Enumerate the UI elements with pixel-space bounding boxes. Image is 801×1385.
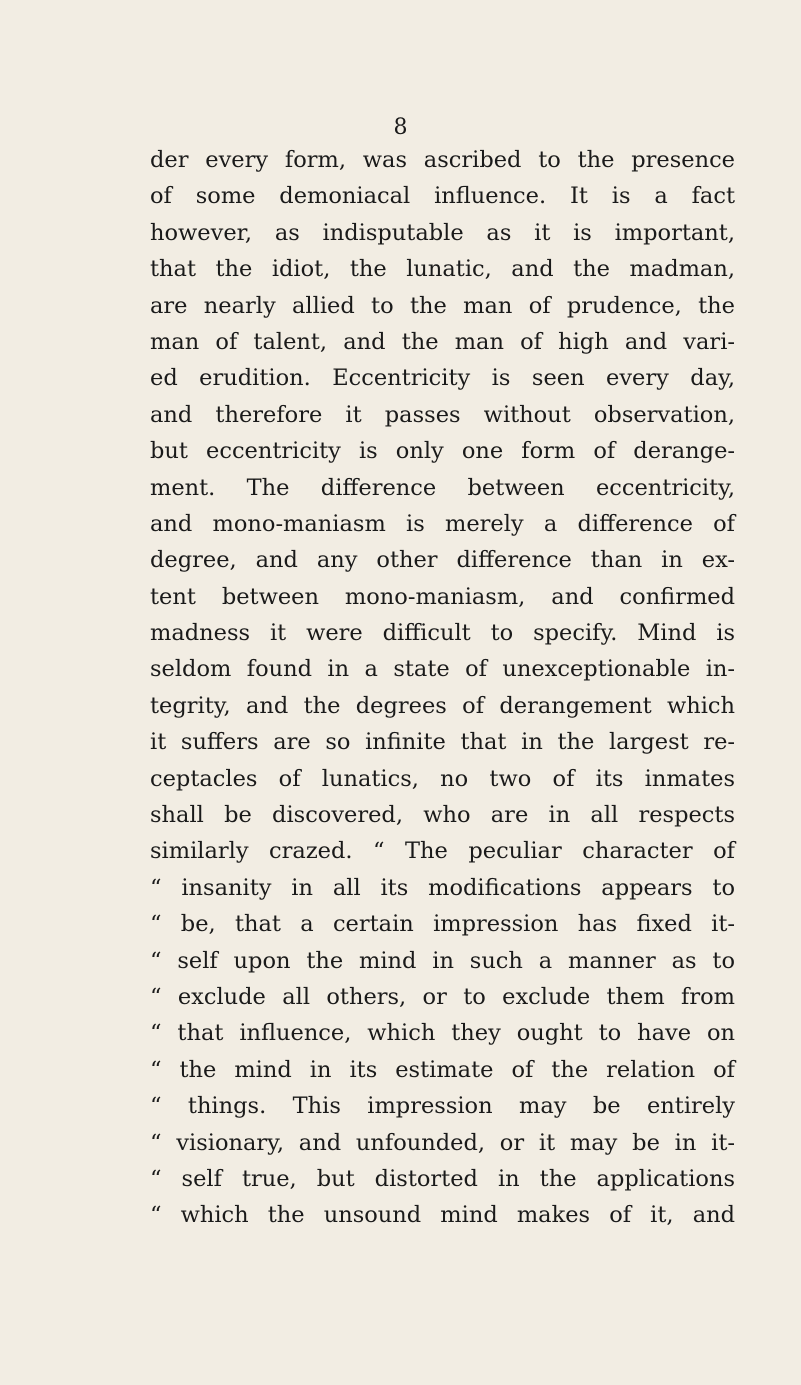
text-line: but eccentricity is only one form of derange- [150,438,735,465]
text-line: “ self true, but distorted in the applications [150,1165,735,1192]
page-number: 8 [393,115,408,140]
text-line: of some demoniacal influence. It is a fact [150,183,735,210]
text-line: man of talent, and the man of high and vari- [150,328,735,355]
text-line: it suffers are so infinite that in the largest re- [150,729,735,756]
text-line: that the idiot, the lunatic, and the madman, [150,256,735,283]
text-line: ment. The difference between eccentricity, [150,474,735,501]
text-line: and mono-maniasm is merely a difference of [150,510,735,537]
text-line: degree, and any other difference than in ex- [150,547,735,574]
text-line: der every form, was ascribed to the presence [150,147,735,173]
text-line: similarly crazed. “ The peculiar character of [150,838,735,865]
text-line: “ that influence, which they ought to have on [150,1020,735,1047]
text-line: tent between mono-maniasm, and confirmed [150,583,735,610]
text-line: “ self upon the mind in such a manner as to [150,947,735,974]
text-line: ed erudition. Eccentricity is seen every day, [150,365,735,392]
text-line: “ exclude all others, or to exclude them from [150,983,735,1010]
text-line: ceptacles of lunatics, no two of its inmates [150,765,735,792]
text-line: “ be, that a certain impression has fixed it- [150,911,735,938]
text-line: “ the mind in its estimate of the relation of [150,1056,735,1083]
text-line: “ insanity in all its modifications appears to [150,874,735,901]
text-line: tegrity, and the degrees of derangement which [150,692,735,719]
text-line: shall be discovered, who are in all respects [150,802,735,829]
text-line: are nearly allied to the man of prudence, the [150,292,735,319]
text-line: madness it were difficult to specify. Mind is [150,620,735,647]
text-line: “ visionary, and unfounded, or it may be in it- [150,1129,735,1156]
text-line: and therefore it passes without observation, [150,401,735,428]
text-line: however, as indisputable as it is important, [150,219,735,246]
text-line: “ things. This impression may be entirely [150,1093,735,1120]
text-line: seldom found in a state of unexceptionable in- [150,656,735,683]
body-text [150,142,735,1234]
text-line: “ which the unsound mind makes of it, and [150,1202,735,1229]
